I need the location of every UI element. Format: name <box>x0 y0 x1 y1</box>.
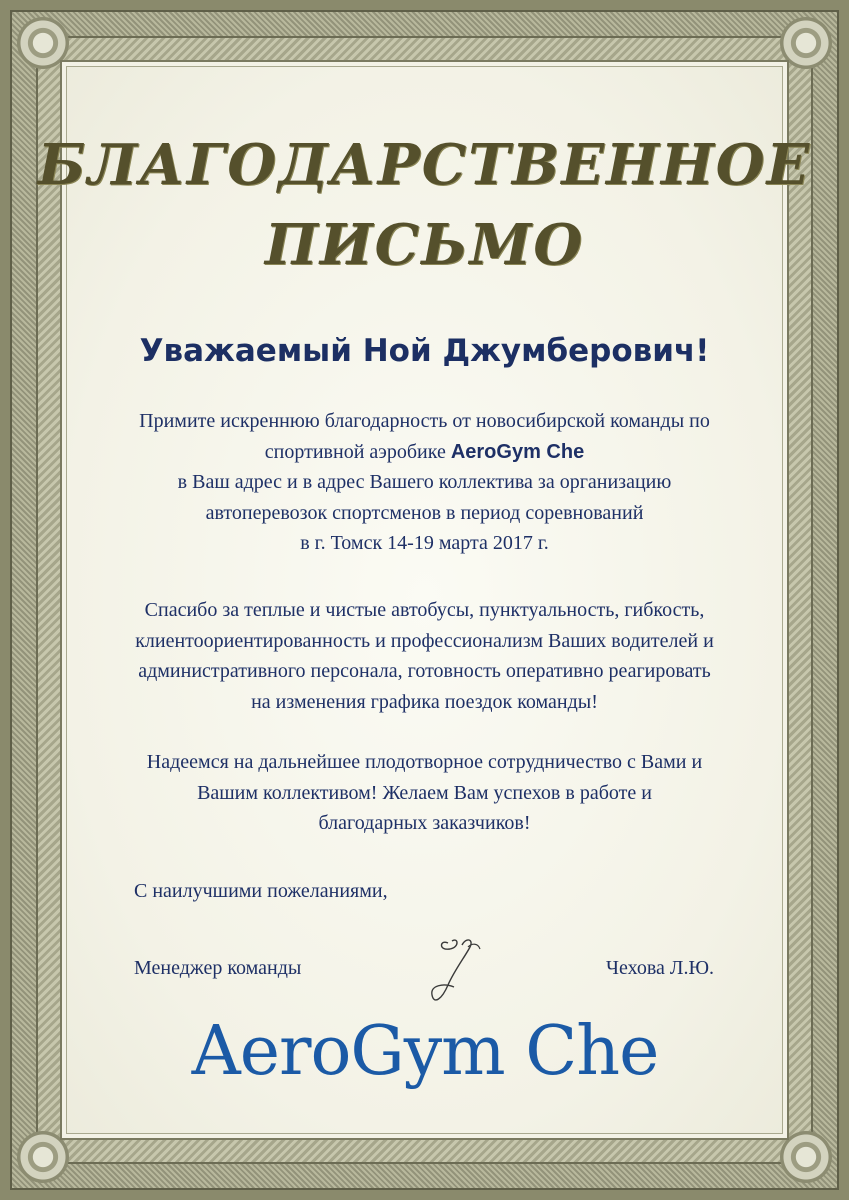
document-title-line1: БЛАГОДАРСТВЕННОЕ <box>37 132 812 198</box>
text-line: Вашим коллективом! Желаем Вам успехов в работе и <box>197 781 652 804</box>
greeting: Уважаемый Ной Джумберович! <box>139 333 710 369</box>
text-line <box>80 437 769 468</box>
text-line: Спасибо за теплые и чистые автобусы, пунктуальность, гибкость, <box>144 599 705 621</box>
text-line: в Ваш адрес и в адрес Вашего коллектива за организацию <box>177 471 672 493</box>
signer-role: Менеджер команды <box>134 957 302 979</box>
paragraph-thanks <box>80 595 769 717</box>
text-line: автоперевозок спортсменов в период соревнований <box>205 501 644 524</box>
text-fragment: спортивной аэробике <box>264 440 451 463</box>
paragraph-gratitude <box>80 406 769 559</box>
text-line: в г. Томск 14-19 марта 2017 г. <box>300 532 549 554</box>
brand-name-inline: AeroGym Che <box>450 440 585 463</box>
signer-name: Чехова Л.Ю. <box>606 957 715 979</box>
logo-text: AeroGym Che <box>191 1012 659 1091</box>
text-line: административного персонала, готовность оперативно реагировать <box>138 660 711 682</box>
closing-phrase: С наилучшими пожеланиями, <box>134 880 388 902</box>
paragraph-wishes <box>80 747 769 839</box>
document-title-line2: ПИСЬМО <box>264 212 585 278</box>
text-line: Примите искреннюю благодарность от новосибирской команды по <box>139 410 710 432</box>
text-line: Надеемся на дальнейшее плодотворное сотрудничество с Вами и <box>146 751 703 773</box>
text-line: на изменения графика поездок команды! <box>251 690 598 713</box>
text-line: клиентоориентированность и профессионализм Ваших водителей и <box>135 629 714 652</box>
text-line: благодарных заказчиков! <box>318 812 531 834</box>
signature-icon <box>410 925 510 1015</box>
aerogym-logo <box>185 1012 665 1112</box>
